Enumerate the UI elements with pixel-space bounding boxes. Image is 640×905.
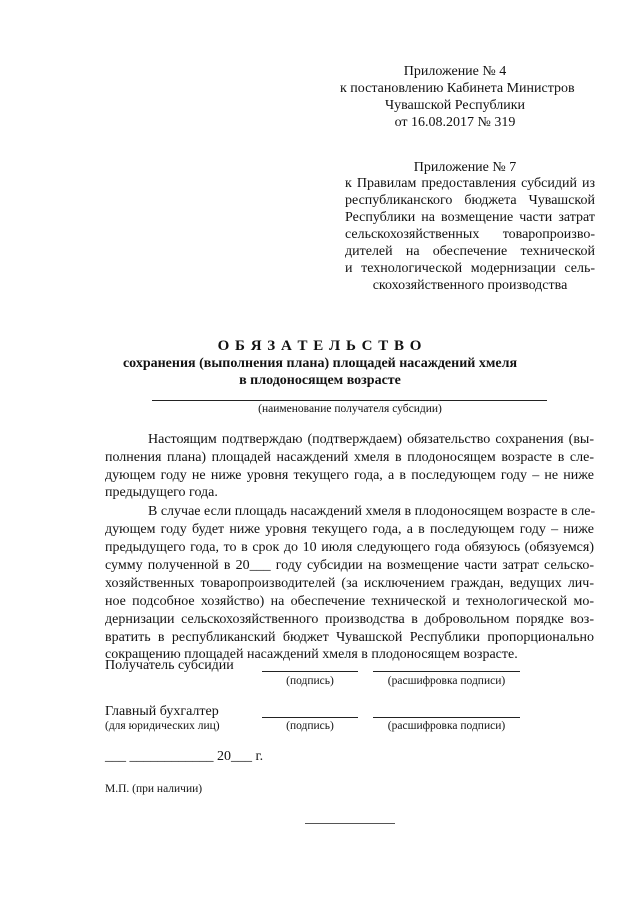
paragraph-line: сумму полученной в 20___ году субсидии на возмещение части затрат сельско- bbox=[105, 558, 594, 573]
document-title: О Б Я З А Т Е Л Ь С Т В О bbox=[217, 338, 423, 354]
paragraph-line: полнения плана) площадей насаждений хмеля в плодоносящем возрасте в сле- bbox=[105, 450, 594, 465]
appendix-7-line: скохозяйственного производства bbox=[372, 278, 568, 293]
recipient-signature-line bbox=[262, 671, 358, 672]
recipient-decoding-line bbox=[373, 671, 520, 672]
paragraph-line: предыдущего года, то в срок до 10 июля следующего года обязуюсь (обязуемся) bbox=[105, 540, 594, 555]
paragraph-line: дующем году не ниже уровня текущего года, а в последующем году – не ниже bbox=[105, 468, 594, 483]
appendix-7-title: Приложение № 7 bbox=[413, 160, 517, 175]
document-subtitle: в плодоносящем возрасте bbox=[239, 373, 401, 388]
signature-caption: (подпись) bbox=[286, 720, 334, 732]
paragraph-line: В случае если площадь насаждений хмеля в плодоносящем возрасте в сле- bbox=[148, 504, 596, 519]
appendix-7-line: и технологической модернизации сель- bbox=[345, 261, 595, 276]
decoding-caption: (расшифровка подписи) bbox=[387, 720, 506, 732]
recipient-label: Получатель субсидии bbox=[105, 658, 234, 673]
date-line: ___ ____________ 20___ г. bbox=[105, 749, 264, 764]
decoding-caption: (расшифровка подписи) bbox=[387, 675, 506, 687]
paragraph-line: дернизации сельскохозяйственного производства в добровольном порядке воз- bbox=[105, 612, 594, 627]
appendix-4-title: Приложение № 4 bbox=[403, 64, 507, 79]
appendix-4-block bbox=[340, 63, 575, 131]
paragraph-line: сокращению площадей насаждений хмеля в плодоносящем возрасте. bbox=[105, 647, 518, 662]
paragraph-line: дующем году будет ниже уровня текущего года, а в последующем году – ниже bbox=[105, 522, 594, 537]
stamp-label: М.П. (при наличии) bbox=[105, 783, 203, 795]
footer-separator bbox=[305, 823, 395, 824]
accountant-note: (для юридических лиц) bbox=[105, 720, 220, 732]
paragraph-line: предыдущего года. bbox=[105, 485, 218, 500]
accountant-label: Главный бухгалтер bbox=[105, 704, 219, 719]
appendix-4-date: от 16.08.2017 № 319 bbox=[394, 115, 516, 130]
appendix-4-line: Чувашской Республики bbox=[384, 98, 526, 113]
appendix-7-line: к Правилам предоставления субсидий из bbox=[345, 176, 595, 191]
document-subtitle: сохранения (выполнения плана) площадей насаждений хмеля bbox=[122, 356, 518, 371]
paragraph-line: хозяйственных товаропроизводителей (за исключением граждан, ведущих лич- bbox=[105, 576, 594, 591]
paragraph-line: ное подсобное хозяйство) на обеспечение технической и технологической мо- bbox=[105, 594, 594, 609]
recipient-name-caption: (наименование получателя субсидии) bbox=[258, 403, 442, 415]
appendix-7-line: Республики на возмещение части затрат bbox=[345, 210, 595, 225]
paragraph-line: Настоящим подтверждаю (подтверждаем) обязательство сохранения (вы- bbox=[148, 432, 594, 447]
appendix-7-line: дителей на обеспечение технической bbox=[345, 244, 595, 259]
signature-caption: (подпись) bbox=[286, 675, 334, 687]
appendix-7-line: сельскохозяйственных товаропроизво- bbox=[345, 227, 595, 242]
appendix-7-line: республиканского бюджета Чувашской bbox=[345, 193, 595, 208]
paragraph-line: вратить в республиканский бюджет Чувашской Республики пропорционально bbox=[105, 630, 594, 645]
appendix-4-line: к постановлению Кабинета Министров bbox=[340, 81, 575, 96]
